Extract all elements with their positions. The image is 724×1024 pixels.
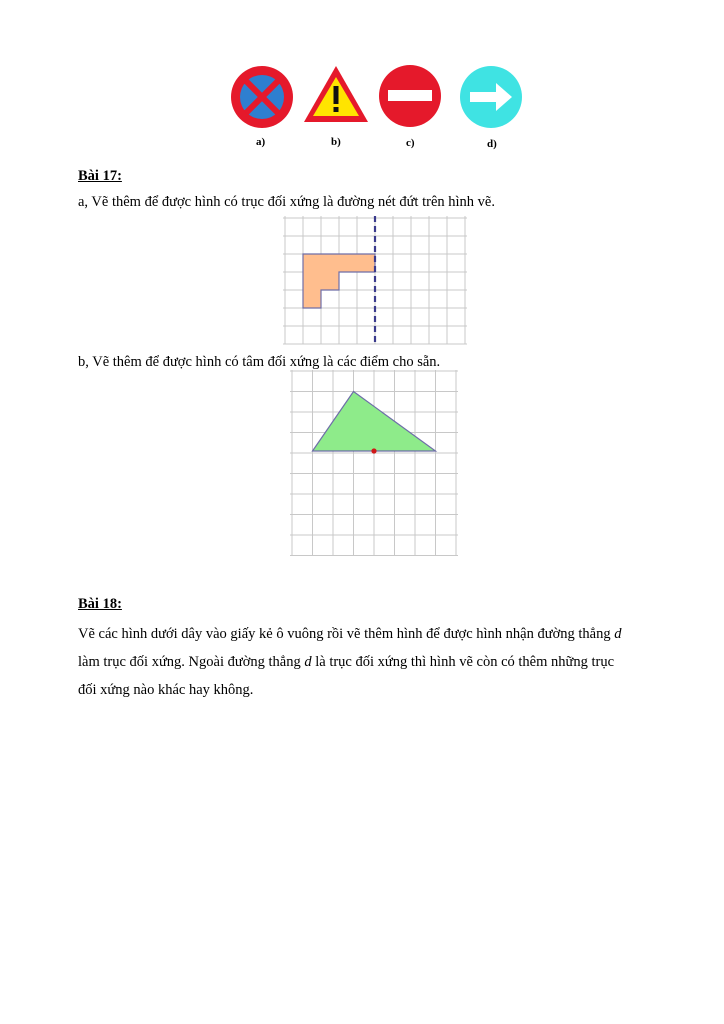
bai17-heading: Bài 17: <box>78 168 122 184</box>
grid-figure-center <box>290 370 458 558</box>
bai18-heading: Bài 18: <box>78 596 122 612</box>
var-d: d <box>614 626 622 642</box>
center-point <box>371 448 376 453</box>
grid-lines <box>290 370 458 556</box>
no-entry-sign-icon <box>379 65 441 127</box>
bai18-line-2 <box>78 648 614 676</box>
sign-no-stopping <box>229 64 295 130</box>
sign-warning <box>302 64 370 124</box>
sign-arrow-right <box>458 64 524 130</box>
no-stopping-sign-icon <box>231 66 293 128</box>
bai18-line-1 <box>78 620 622 648</box>
sign-label-d: d) <box>487 138 497 150</box>
bai18-line-3: đối xứng nào khác hay không. <box>78 682 254 698</box>
bai18-line-2-text-a: làm trục đối xứng. Ngoài đường thẳng <box>78 654 305 670</box>
sign-no-entry <box>378 64 442 128</box>
bai18-line-2-text-b: là trục đối xứng thì hình vẽ còn có thêm những trục <box>311 654 615 670</box>
grid-figure-axis <box>283 216 467 346</box>
bai17-part-a: a, Vẽ thêm để được hình có trục đối xứng là đường nét đứt trên hình vẽ. <box>78 194 495 210</box>
sign-label-b: b) <box>331 136 341 148</box>
bai17-part-b: b, Vẽ thêm để được hình có tâm đối xứng là các điểm cho sẵn. <box>78 354 441 370</box>
sign-label-c: c) <box>406 137 415 149</box>
sign-label-a: a) <box>256 136 266 148</box>
var-d: d <box>304 654 312 670</box>
warning-exclamation-sign-icon <box>304 66 368 122</box>
bai18-line-1-text: Vẽ các hình dưới dây vào giấy kẻ ô vuông rồi vẽ thêm hình để được hình nhận đường thẳng <box>78 626 615 642</box>
arrow-right-sign-icon <box>460 66 522 128</box>
